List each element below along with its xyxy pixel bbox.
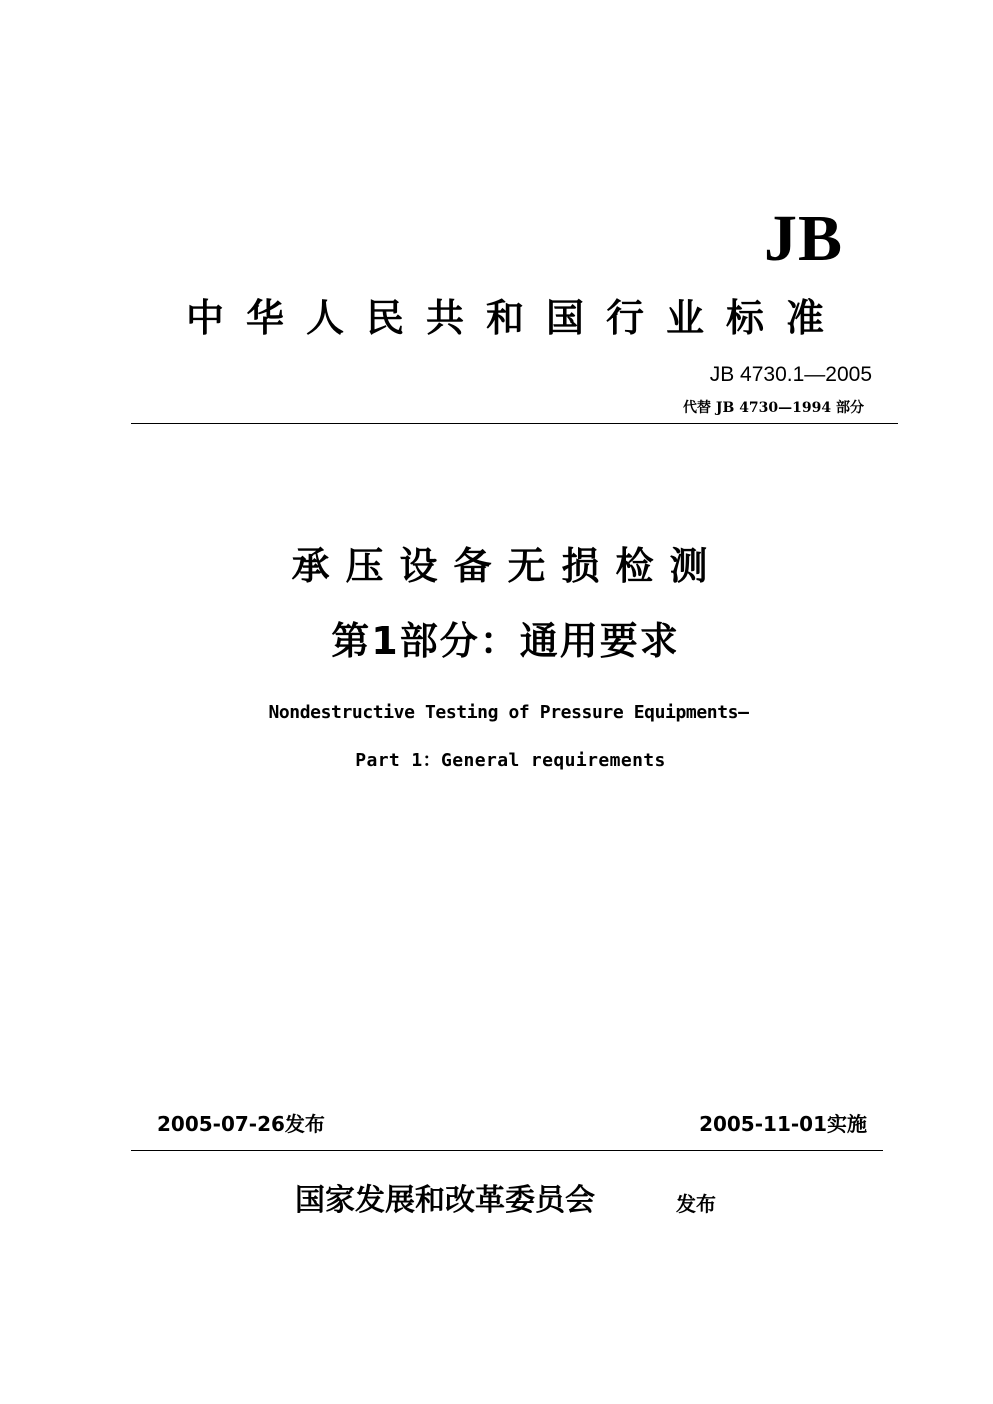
standard-mark: JB [763, 202, 843, 275]
standard-type-heading: 中华人民共和国行业标准 [186, 296, 847, 340]
header-divider [131, 423, 898, 424]
document-title-english-line2: Part 1：General requirements [355, 750, 666, 771]
footer-divider [131, 1150, 883, 1151]
replaces-note: 代替 JB 4730—1994 部分 [682, 400, 864, 416]
issuing-action: 发布 [676, 1192, 716, 1216]
implementation-date: 2005-11-01实施 [699, 1112, 867, 1136]
document-title-english-line1: Nondestructive Testing of Pressure Equipments— [268, 702, 749, 723]
issuing-authority: 国家发展和改革委员会 [295, 1183, 595, 1218]
document-subtitle-chinese: 第1部分：通用要求 [331, 619, 680, 663]
issue-date: 2005-07-26发布 [157, 1112, 325, 1136]
standard-number: JB 4730.1—2005 [709, 363, 872, 386]
document-title-chinese: 承压设备无损检测 [291, 544, 724, 588]
